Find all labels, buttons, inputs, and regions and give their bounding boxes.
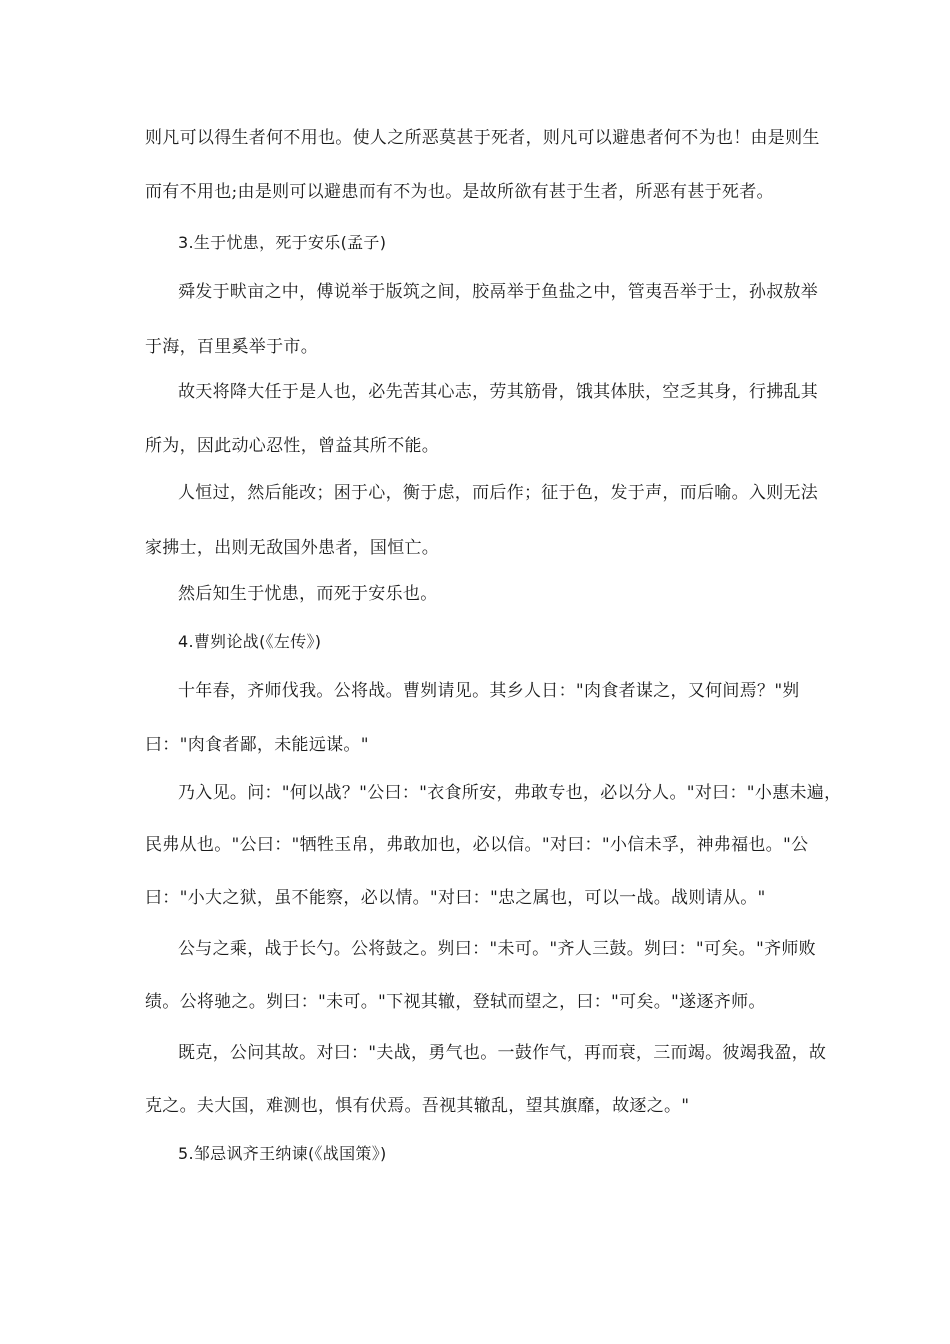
text-line: 故天将降大任于是人也，必先苦其心志，劳其筋骨，饿其体肤，空乏其身，行拂乱其	[178, 382, 819, 402]
section-heading: 4.曹刿论战(《左传》)	[178, 632, 322, 651]
text-line: 曰："肉食者鄙，未能远谋。"	[145, 735, 369, 755]
text-line: 曰："小大之狱，虽不能察，必以情。"对曰："忠之属也，可以一战。战则请从。"	[145, 888, 766, 908]
text-line: 则凡可以得生者何不用也。使人之所恶莫甚于死者，则凡可以避患者何不为也！由是则生	[145, 128, 820, 148]
text-line: 绩。公将驰之。刿曰："未可。"下视其辙，登轼而望之，曰："可矣。"遂逐齐师。	[145, 992, 766, 1012]
text-line: 人恒过，然后能改；困于心，衡于虑，而后作；征于色，发于声，而后喻。入则无法	[178, 483, 819, 503]
section-heading: 3.生于忧患，死于安乐(孟子)	[178, 233, 387, 252]
text-line: 公与之乘，战于长勺。公将鼓之。刿曰："未可。"齐人三鼓。刿曰："可矣。"齐师败	[178, 939, 816, 959]
text-line: 舜发于畎亩之中，傅说举于版筑之间，胶鬲举于鱼盐之中，管夷吾举于士，孙叔敖举	[178, 282, 819, 302]
text-line: 克之。夫大国，难测也，惧有伏焉。吾视其辙乱，望其旗靡，故逐之。"	[145, 1096, 690, 1116]
text-line: 然后知生于忧患，而死于安乐也。	[178, 584, 438, 604]
text-line: 乃入见。问："何以战？"公曰："衣食所安，弗敢专也，必以分人。"对曰："小惠未遍，	[178, 783, 842, 803]
text-line: 既克，公问其故。对曰："夫战，勇气也。一鼓作气，再而衰，三而竭。彼竭我盈，故	[178, 1043, 827, 1063]
text-line: 所为，因此动心忍性，曾益其所不能。	[145, 436, 440, 456]
text-line: 家拂士，出则无敌国外患者，国恒亡。	[145, 538, 440, 558]
text-line: 于海，百里奚举于市。	[145, 337, 318, 357]
text-line: 十年春，齐师伐我。公将战。曹刿请见。其乡人日："肉食者谋之，又何间焉？"刿	[178, 681, 800, 701]
text-line: 而有不用也;由是则可以避患而有不为也。是故所欲有甚于生者，所恶有甚于死者。	[145, 182, 774, 202]
section-heading: 5.邹忌讽齐王纳谏(《战国策》)	[178, 1144, 387, 1163]
text-line: 民弗从也。"公曰："牺牲玉帛，弗敢加也，必以信。"对曰："小信未孚，神弗福也。"公	[145, 835, 809, 855]
